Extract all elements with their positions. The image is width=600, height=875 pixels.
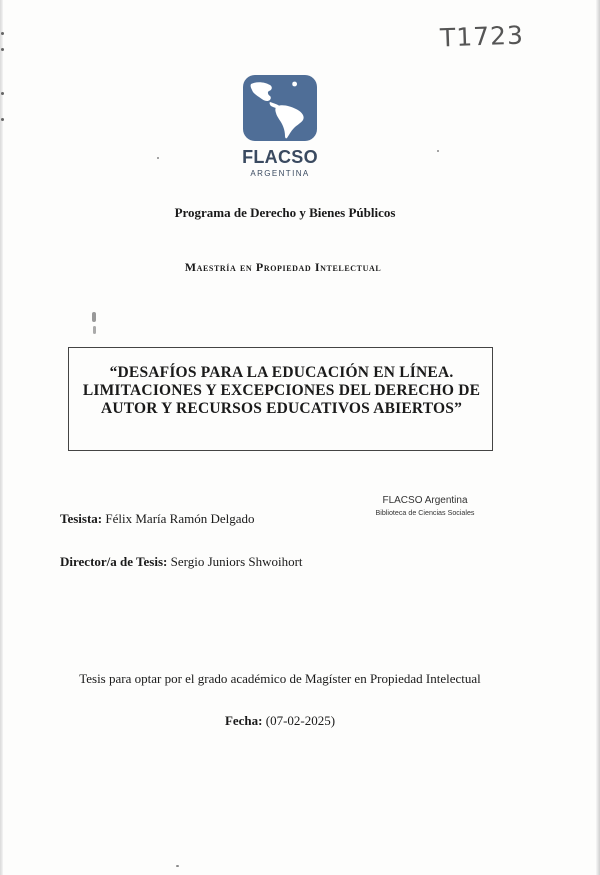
author-field (60, 511, 255, 527)
handwritten-catalog-number: T1723 (439, 20, 525, 53)
binder-hole-mark (1, 118, 4, 121)
binder-hole-mark (1, 92, 4, 95)
library-stamp-name: FLACSO Argentina (382, 495, 468, 506)
author-value: Félix María Ramón Delgado (105, 511, 255, 526)
date-field (0, 713, 560, 729)
thesis-title (69, 364, 494, 418)
flacso-logo (237, 75, 323, 178)
date-value: (07-02-2025) (265, 713, 336, 728)
scan-edge-left (0, 0, 3, 875)
americas-map-icon (243, 75, 317, 141)
degree-statement: Tesis para optar por el grado académico de Magíster en Propiedad Intelectual (79, 671, 481, 686)
scan-speck (176, 865, 179, 867)
director-label: Director/a de Tesis: (60, 554, 168, 569)
director-field (60, 554, 303, 570)
director-value: Sergio Juniors Shwoihort (170, 554, 303, 569)
scan-edge-right (596, 0, 600, 875)
scan-speck (437, 150, 439, 152)
library-stamp (360, 495, 490, 517)
author-label: Tesista: (60, 511, 103, 526)
logo-name: FLACSO (242, 147, 318, 167)
thesis-title-line: LIMITACIONES Y EXCEPCIONES DEL DERECHO DE (82, 382, 481, 399)
binder-hole-mark (1, 32, 4, 35)
scan-speck (157, 157, 159, 159)
thesis-title-line: “DESAFÍOS PARA LA EDUCACIÓN EN LÍNEA. (109, 364, 454, 381)
program-name: Programa de Derecho y Bienes Públicos (174, 205, 396, 220)
date-label: Fecha: (224, 713, 263, 728)
scan-speck (93, 326, 96, 334)
thesis-title-line: AUTOR Y RECURSOS EDUCATIVOS ABIERTOS” (100, 400, 463, 417)
degree-program: Maestría en Propiedad Intelectual (184, 260, 382, 274)
scan-speck (92, 312, 96, 322)
binder-hole-mark (1, 48, 4, 51)
library-stamp-subtitle: Biblioteca de Ciencias Sociales (375, 508, 475, 517)
logo-country: ARGENTINA (250, 169, 310, 178)
thesis-title-box (68, 347, 493, 451)
